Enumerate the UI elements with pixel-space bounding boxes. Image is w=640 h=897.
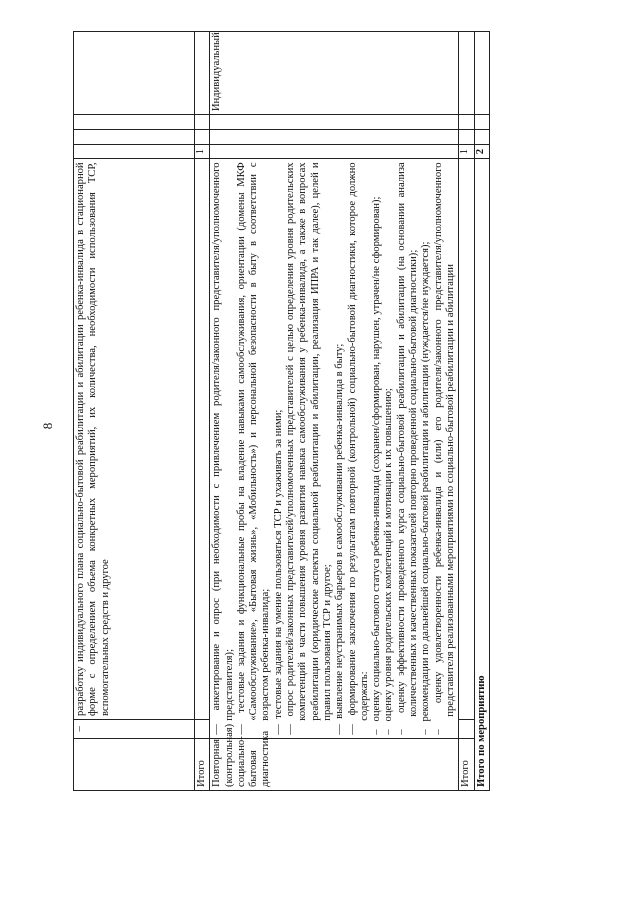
cell-empty	[74, 129, 195, 144]
rotated-table-sheet	[73, 31, 608, 791]
sub-list-item: – оценку социально-бытового статуса ребенка-инвалида (сохранен/сформирован, нарушен, утрачен/не сформирован);	[371, 196, 383, 735]
list-item: — выявление неустранимых барьеров в самообслуживании ребенка-инвалида в быту;	[334, 343, 346, 735]
type-cell-empty	[74, 738, 195, 790]
sub-list-item: – рекомендации по дальнейшей социально-бытовой реабилитации и абилитации (нуждается/не нуждается);	[420, 241, 432, 735]
itogo-label: Итого	[459, 738, 474, 790]
itogo-total-label: Итого по мероприятию	[474, 159, 489, 791]
rehabilitation-table	[73, 31, 490, 791]
itogo-row-1	[195, 32, 210, 791]
diagnostics-description	[210, 159, 459, 738]
repeat-diagnostics-row	[210, 32, 459, 791]
sub-list-item: – оценку удовлетворенности ребенка-инвалида и (или) его родителя/законного представителя/уполномоченного представителя реализованными мероприятиями по социально-бытовой реабилитации и абилитации	[432, 162, 456, 735]
number-cell-empty	[210, 144, 459, 159]
continuation-text: разработку индивидуального плана социально-бытовой реабилитации и абилитации ребенка-инвалида в стационарной форме с определением объема конкретных мероприятий, их количества, необходимости использования ТСР, вспомогательных средств и другое	[74, 159, 195, 720]
itogo-value: 1	[195, 144, 210, 159]
list-item: — анкетирование и опрос (при необходимости с привлечением родителя/законного представителя/уполномоченного представителя);	[211, 162, 235, 735]
itogo-value: 1	[459, 144, 474, 159]
itogo-row-2	[459, 32, 474, 791]
form-label: Индивидуальный	[210, 32, 459, 115]
sub-list-item: – оценку уровня родительских компетенций и мотивации к их повышению;	[383, 388, 395, 735]
itogo-label: Итого	[195, 738, 210, 790]
form-cell-empty	[74, 32, 195, 115]
list-item: — тестовые задания и функциональные пробы на владение навыками самообслуживания, ориентации (домены МКФ «Самообслуживание», «Бытовая жизнь», «Мобильность») и персональной безопасности в быту в соответствии с возрастом ребенка-инвалида;	[235, 162, 272, 735]
list-item: — опрос родителей/законных представителей/уполномоченных представителей с целью определения уровня родительских компетенций в части повышения уровня развития навыка самообслуживания у ребенка-инвалида, а также в вопросах реабилитации (юридические аспекты социальной реабилитации и абилитации, реализация ИПРА и так далее), целей и правил пользования ТСР и другое;	[285, 162, 333, 735]
dash-marker: –	[74, 719, 195, 738]
diagnostics-type-label: Повторная (контрольная) социально-бытовая диагностика	[210, 738, 459, 790]
number-cell-empty	[74, 144, 195, 159]
list-item: — тестовые задания на умение пользоваться ТСР и ухаживать за ними;	[272, 409, 284, 735]
page-number: 8	[40, 422, 55, 430]
itogo-total-value: 2	[474, 144, 489, 159]
list-item: — формирование заключения по результатам повторной (контрольной) социально-бытовой диагностики, которое должно содержать:	[346, 162, 370, 735]
continuation-row	[74, 32, 195, 791]
sub-list-item: – оценку эффективности проведенного курса социально-бытовой реабилитации и абилитации (на основании анализа количественных и качественных показателей повторно проведенной социально-бытовой диагностики);	[395, 162, 420, 735]
cell-empty	[74, 115, 195, 130]
itogo-total-row	[474, 32, 489, 791]
